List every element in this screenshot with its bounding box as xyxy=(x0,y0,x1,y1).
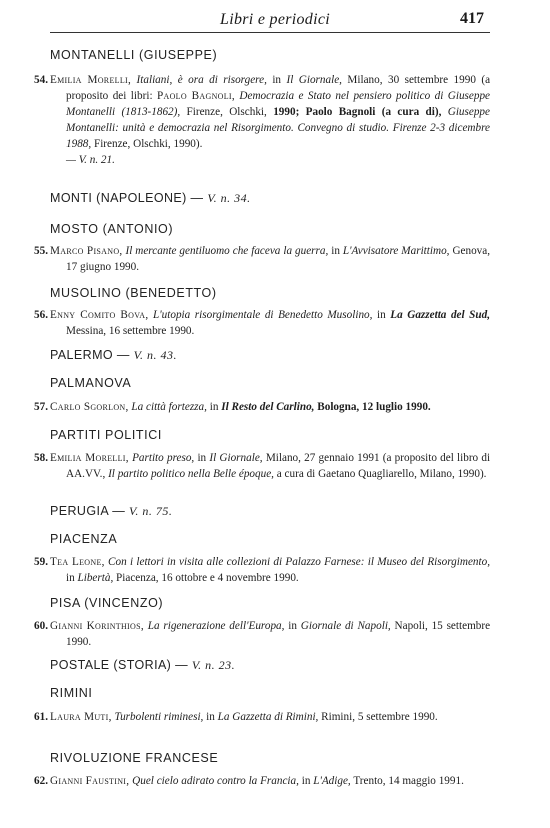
entry-text: in xyxy=(377,309,386,321)
entry-body xyxy=(50,243,490,275)
entry-text: Firenze, Olschki, xyxy=(186,106,267,118)
entry-text: Trento, 14 maggio 1991. xyxy=(353,775,464,787)
entry-text: in xyxy=(197,452,207,464)
entry-journal: Il Giornale, xyxy=(209,452,263,464)
entry-text: Milano, 27 gennaio 1991 (a proposito del libro di AA.VV., xyxy=(66,452,491,480)
entry-62 xyxy=(12,773,490,789)
entry-number: 61. xyxy=(34,711,48,723)
entry-text: Messina, 16 settembre 1990. xyxy=(66,325,195,337)
running-head xyxy=(50,8,490,33)
entry-56 xyxy=(12,307,490,339)
section-heading-rivoluzione-francese: RIVOLUZIONE FRANCESE xyxy=(50,751,219,765)
cross-reference: V. n. 43. xyxy=(133,348,177,362)
entry-author: Carlo Sgorlon, xyxy=(50,401,129,413)
entry-title: Con i lettori in visita alle collezioni di Palazzo Farnese: il Museo del Risorgimento, xyxy=(108,556,490,568)
entry-author: Laura Muti, xyxy=(50,711,112,723)
entry-number: 57. xyxy=(34,401,48,413)
entry-author: Emilia Morelli, xyxy=(50,452,129,464)
section-heading-perugia xyxy=(50,504,172,519)
entry-text: in xyxy=(209,401,219,413)
entry-number: 62. xyxy=(34,775,48,787)
entry-journal: Il Giornale, xyxy=(286,74,342,86)
entry-journal: Il Resto del Carlino, xyxy=(221,401,315,413)
section-heading-musolino: MUSOLINO (BENEDETTO) xyxy=(50,286,217,300)
entry-text: in xyxy=(272,74,282,86)
entry-title: Turbolenti riminesi, xyxy=(114,711,204,723)
entry-text: Rimini, 5 settembre 1990. xyxy=(321,711,438,723)
entry-body xyxy=(50,618,490,650)
entry-text: a cura di Gaetano Quagliarello, Milano, 1990). xyxy=(276,468,487,480)
running-head-title: Libri e periodici xyxy=(220,11,330,28)
entry-author: Gianni Faustini, xyxy=(50,775,130,787)
entry-title: L'utopia risorgimentale di Benedetto Musolino, xyxy=(153,309,373,321)
cross-reference: V. n. 34. xyxy=(207,191,251,205)
entry-journal: L'Adige, xyxy=(313,775,351,787)
section-heading-monti xyxy=(50,191,251,206)
entry-number: 56. xyxy=(34,309,48,321)
entry-number: 54. xyxy=(34,74,48,86)
entry-text: in xyxy=(301,775,311,787)
section-heading-mosto: MOSTO (ANTONIO) xyxy=(50,222,174,236)
entry-title: Il partito politico nella Belle époque, xyxy=(108,468,274,480)
entry-title: Giuseppe Montanelli: unità e democrazia nel Risorgimento. Convegno di studio. Firenze 2-3 dicembre 1988, xyxy=(66,106,490,150)
entry-text: Genova, 17 giugno 1990. xyxy=(66,245,491,273)
entry-text: Piacenza, 16 ottobre e 4 novembre 1990. xyxy=(116,572,299,584)
entry-59 xyxy=(12,554,490,586)
entry-body xyxy=(50,709,490,725)
entry-body xyxy=(50,554,490,586)
cross-reference: V. n. 75. xyxy=(129,504,173,518)
entry-title: Il mercante gentiluomo che faceva la guerra, xyxy=(125,245,329,257)
entry-title: Italiani, è ora di risorgere, xyxy=(136,74,267,86)
entry-text: Napoli, 15 settembre 1990. xyxy=(66,620,491,648)
entry-author: Emilia Morelli, xyxy=(50,74,132,86)
entry-58 xyxy=(12,450,490,482)
heading-text: MONTI (NAPOLEONE) — xyxy=(50,191,204,205)
entry-journal: La Gazzetta di Rimini, xyxy=(217,711,319,723)
entry-text: in xyxy=(66,572,75,584)
entry-text: Milano, 30 settembre 1990 (a proposito dei libri: xyxy=(66,74,491,102)
entry-body xyxy=(50,399,490,415)
heading-text: PALERMO — xyxy=(50,348,130,362)
entry-author: Marco Pisano, xyxy=(50,245,123,257)
entry-text: in xyxy=(288,620,297,632)
section-heading-piacenza: PIACENZA xyxy=(50,532,118,546)
entry-title: Democrazia e Stato nel pensiero politico di Giuseppe Montanelli (1813-1862), xyxy=(66,90,491,118)
entry-body xyxy=(50,72,490,152)
entry-author: Paolo Bagnoli, xyxy=(156,90,235,102)
page-number: 417 xyxy=(460,10,484,27)
entry-number: 58. xyxy=(34,452,48,464)
entry-55 xyxy=(12,243,490,275)
entry-54 xyxy=(12,72,490,168)
entry-number: 59. xyxy=(34,556,48,568)
entry-title: La città fortezza, xyxy=(131,401,207,413)
entry-body xyxy=(50,450,490,482)
entry-journal: Libertà, xyxy=(77,572,114,584)
entry-author: Enny Comito Bova, xyxy=(50,309,149,321)
entry-number: 60. xyxy=(34,620,48,632)
entry-text: Bologna, 12 luglio 1990. xyxy=(317,401,431,413)
entry-number: 55. xyxy=(34,245,48,257)
section-heading-montanelli: MONTANELLI (GIUSEPPE) xyxy=(50,48,218,62)
section-heading-rimini: RIMINI xyxy=(50,686,93,700)
entry-text: 1990; Paolo Bagnoli (a cura di), xyxy=(273,106,442,118)
section-heading-pisa: PISA (VINCENZO) xyxy=(50,596,164,610)
entry-57 xyxy=(12,399,490,415)
heading-text: PERUGIA — xyxy=(50,504,126,518)
entry-author: Tea Leone, xyxy=(50,556,105,568)
section-heading-palmanova: PALMANOVA xyxy=(50,376,132,390)
heading-text: POSTALE (STORIA) — xyxy=(50,658,189,672)
section-heading-postale xyxy=(50,658,235,673)
entry-text: Firenze, Olschki, 1990). xyxy=(93,138,203,150)
entry-text: in xyxy=(206,711,215,723)
entry-journal: Giornale di Napoli, xyxy=(300,620,391,632)
entry-author: Gianni Korinthios, xyxy=(50,620,144,632)
entry-title: La rigenerazione dell'Europa, xyxy=(147,620,285,632)
entry-title: Partito preso, xyxy=(132,452,195,464)
entry-title: Quel cielo adirato contro la Francia, xyxy=(132,775,299,787)
section-heading-partiti-politici: PARTITI POLITICI xyxy=(50,428,162,442)
entry-body xyxy=(50,307,490,339)
entry-text: in xyxy=(331,245,340,257)
cross-reference: — V. n. 21. xyxy=(66,154,115,166)
cross-reference: V. n. 23. xyxy=(191,658,236,672)
entry-61 xyxy=(12,709,490,725)
entry-journal: L'Avvisatore Marittimo, xyxy=(342,245,450,257)
section-heading-palermo xyxy=(50,348,177,363)
entry-body xyxy=(50,773,490,789)
entry-journal: La Gazzetta del Sud, xyxy=(390,309,491,321)
entry-60 xyxy=(12,618,490,650)
